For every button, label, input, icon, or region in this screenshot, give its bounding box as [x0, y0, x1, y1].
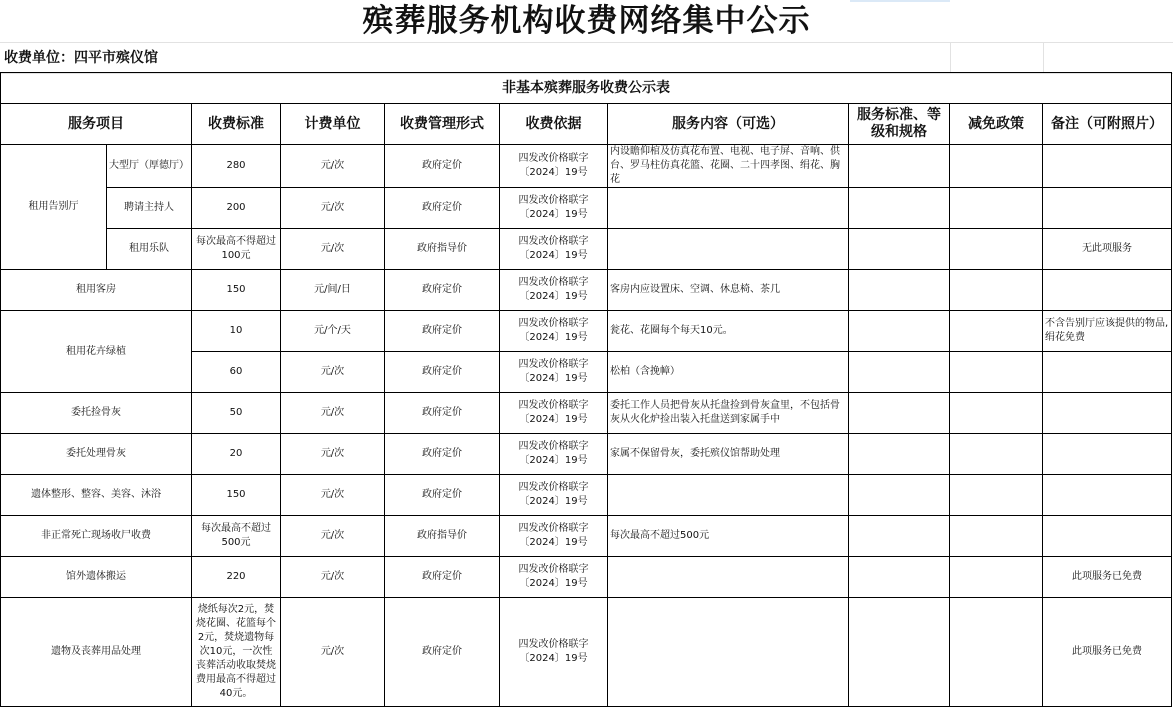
table-row	[1, 188, 1172, 229]
cell-mgmt: 政府定价	[385, 475, 500, 516]
cell-unit: 元/次	[281, 516, 385, 557]
cell-standard: 150	[192, 475, 281, 516]
cell-mgmt: 政府定价	[385, 145, 500, 188]
cell-remark: 此项服务已免费	[1043, 598, 1172, 707]
cell-basis: 四发改价格联字〔2024〕19号	[500, 145, 608, 188]
cell-remark	[1043, 475, 1172, 516]
cell-basis: 四发改价格联字〔2024〕19号	[500, 475, 608, 516]
cell-mgmt: 政府定价	[385, 393, 500, 434]
cell-level	[849, 270, 950, 311]
cell-content	[608, 229, 849, 270]
cell-standard: 280	[192, 145, 281, 188]
cell-remark	[1043, 434, 1172, 475]
table-row	[1, 434, 1172, 475]
cell-relief	[950, 311, 1043, 352]
item-name: 租用客房	[1, 270, 192, 311]
cell-relief	[950, 229, 1043, 270]
cell-level	[849, 393, 950, 434]
header-standard: 收费标准	[192, 104, 281, 145]
cell-unit: 元/次	[281, 393, 385, 434]
item-name: 遗体整形、整容、美容、沐浴	[1, 475, 192, 516]
cell-basis: 四发改价格联字〔2024〕19号	[500, 352, 608, 393]
cell-mgmt: 政府定价	[385, 352, 500, 393]
cell-remark	[1043, 393, 1172, 434]
cell-content	[608, 475, 849, 516]
cell-remark	[1043, 270, 1172, 311]
item-name: 馆外遗体搬运	[1, 557, 192, 598]
cell-level	[849, 598, 950, 707]
cell-mgmt: 政府定价	[385, 434, 500, 475]
cell-mgmt: 政府指导价	[385, 229, 500, 270]
cell-remark	[1043, 352, 1172, 393]
page-title: 殡葬服务机构收费网络集中公示	[362, 3, 811, 39]
header-content: 服务内容（可选）	[608, 104, 849, 145]
header-remark: 备注（可附照片）	[1043, 104, 1172, 145]
cell-standard: 150	[192, 270, 281, 311]
sub-item: 大型厅（厚德厅）	[107, 145, 192, 188]
header-level: 服务标准、等级和规格	[849, 104, 950, 145]
sub-item: 租用乐队	[107, 229, 192, 270]
cell-remark	[1043, 188, 1172, 229]
table-row	[1, 270, 1172, 311]
cell-remark	[1043, 145, 1172, 188]
cell-remark: 无此项服务	[1043, 229, 1172, 270]
cell-unit: 元/次	[281, 598, 385, 707]
cell-relief	[950, 393, 1043, 434]
table-row	[1, 229, 1172, 270]
cell-standard: 220	[192, 557, 281, 598]
cell-level	[849, 311, 950, 352]
cell-standard: 每次最高不超过500元	[192, 516, 281, 557]
item-name: 遗物及丧葬用品处理	[1, 598, 192, 707]
cell-basis: 四发改价格联字〔2024〕19号	[500, 188, 608, 229]
cell-standard: 50	[192, 393, 281, 434]
cell-unit: 元/次	[281, 475, 385, 516]
cell-relief	[950, 188, 1043, 229]
header-unit: 计费单位	[281, 104, 385, 145]
cell-unit: 元/间/日	[281, 270, 385, 311]
cell-level	[849, 145, 950, 188]
cell-content: 家属不保留骨灰，委托殡仪馆帮助处理	[608, 434, 849, 475]
cell-standard: 烧纸每次2元，焚烧花圈、花篮每个2元，焚烧遗物每次10元，一次性丧葬活动收取焚烧费用最高不得超过40元。	[192, 598, 281, 707]
cell-standard: 200	[192, 188, 281, 229]
cell-unit: 元/次	[281, 188, 385, 229]
unit-row	[0, 42, 1173, 74]
cell-unit: 元/个/天	[281, 311, 385, 352]
table-row	[1, 557, 1172, 598]
cell-relief	[950, 475, 1043, 516]
cell-relief	[950, 516, 1043, 557]
cell-mgmt: 政府定价	[385, 557, 500, 598]
table-row	[1, 311, 1172, 352]
cell-relief	[950, 352, 1043, 393]
cell-basis: 四发改价格联字〔2024〕19号	[500, 557, 608, 598]
cell-content	[608, 557, 849, 598]
cell-relief	[950, 434, 1043, 475]
cell-basis: 四发改价格联字〔2024〕19号	[500, 229, 608, 270]
fee-table	[0, 72, 1172, 707]
cell-level	[849, 557, 950, 598]
cell-content: 委托工作人员把骨灰从托盘捡到骨灰盒里，不包括骨灰从火化炉捡出装入托盘送到家属手中	[608, 393, 849, 434]
group-flower: 租用花卉绿植	[1, 311, 192, 393]
item-name: 非正常死亡现场收尸收费	[1, 516, 192, 557]
sub-item: 聘请主持人	[107, 188, 192, 229]
table-row	[1, 475, 1172, 516]
cell-content	[608, 598, 849, 707]
header-relief: 减免政策	[950, 104, 1043, 145]
cell-level	[849, 434, 950, 475]
cell-remark: 不含告别厅应该提供的物品,绢花免费	[1043, 311, 1172, 352]
cell-standard: 20	[192, 434, 281, 475]
header-mgmt: 收费管理形式	[385, 104, 500, 145]
cell-basis: 四发改价格联字〔2024〕19号	[500, 598, 608, 707]
table-header-row	[1, 104, 1172, 145]
table-title: 非基本殡葬服务收费公示表	[1, 73, 1172, 104]
cell-basis: 四发改价格联字〔2024〕19号	[500, 393, 608, 434]
cell-unit: 元/次	[281, 557, 385, 598]
cell-basis: 四发改价格联字〔2024〕19号	[500, 434, 608, 475]
cell-standard: 60	[192, 352, 281, 393]
cell-remark	[1043, 516, 1172, 557]
cell-level	[849, 229, 950, 270]
cell-unit: 元/次	[281, 229, 385, 270]
cell-relief	[950, 557, 1043, 598]
unit-row-divider	[1043, 43, 1044, 73]
cell-mgmt: 政府定价	[385, 311, 500, 352]
cell-unit: 元/次	[281, 434, 385, 475]
unit-row-divider	[950, 43, 951, 73]
header-item: 服务项目	[1, 104, 192, 145]
cell-standard: 每次最高不得超过100元	[192, 229, 281, 270]
cell-relief	[950, 270, 1043, 311]
cell-standard: 10	[192, 311, 281, 352]
header-basis: 收费依据	[500, 104, 608, 145]
cell-remark: 此项服务已免费	[1043, 557, 1172, 598]
cell-content: 内设瞻仰棺及仿真花布置、电视、电子屏、音响、供台、罗马柱仿真花篮、花圈、二十四孝图、绢花、胸花	[608, 145, 849, 188]
table-row	[1, 393, 1172, 434]
cell-mgmt: 政府定价	[385, 598, 500, 707]
item-name: 委托处理骨灰	[1, 434, 192, 475]
table-row	[1, 598, 1172, 707]
item-name: 委托捡骨灰	[1, 393, 192, 434]
cell-level	[849, 475, 950, 516]
cell-unit: 元/次	[281, 352, 385, 393]
group-hall: 租用告别厅	[1, 145, 107, 270]
cell-basis: 四发改价格联字〔2024〕19号	[500, 516, 608, 557]
table-row	[1, 516, 1172, 557]
cell-content: 每次最高不超过500元	[608, 516, 849, 557]
cell-basis: 四发改价格联字〔2024〕19号	[500, 270, 608, 311]
cell-mgmt: 政府指导价	[385, 516, 500, 557]
cell-basis: 四发改价格联字〔2024〕19号	[500, 311, 608, 352]
cell-mgmt: 政府定价	[385, 188, 500, 229]
fee-unit-label: 收费单位：四平市殡仪馆	[4, 50, 158, 66]
cell-level	[849, 516, 950, 557]
cell-relief	[950, 598, 1043, 707]
cell-mgmt: 政府定价	[385, 270, 500, 311]
table-row	[1, 145, 1172, 188]
cell-content: 客房内应设置床、空调、休息椅、茶几	[608, 270, 849, 311]
cell-level	[849, 188, 950, 229]
cell-content: 松柏（含挽幛）	[608, 352, 849, 393]
title-accent-bar	[850, 0, 950, 2]
cell-content	[608, 188, 849, 229]
cell-level	[849, 352, 950, 393]
cell-content: 瓮花、花圈每个每天10元。	[608, 311, 849, 352]
cell-unit: 元/次	[281, 145, 385, 188]
cell-relief	[950, 145, 1043, 188]
